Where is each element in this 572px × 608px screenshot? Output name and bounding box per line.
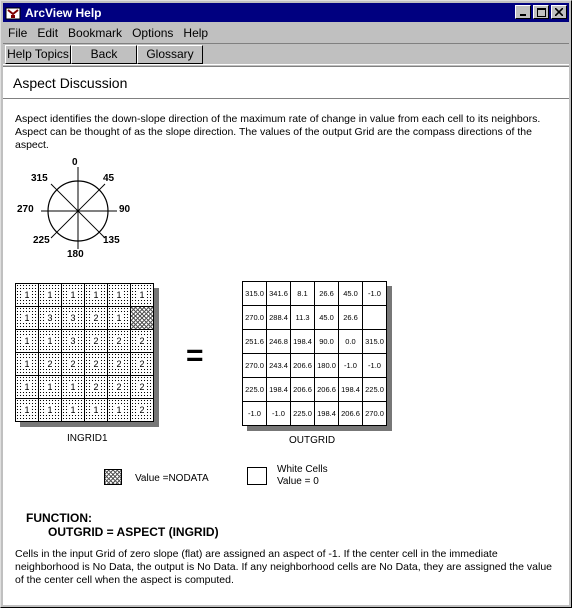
outgrid-grid <box>242 281 392 431</box>
ingrid-cell-value: 2 <box>93 336 99 346</box>
ingrid-cell <box>61 398 85 422</box>
menu-bar <box>3 23 569 42</box>
ingrid-cell <box>61 306 85 330</box>
ingrid-cell <box>38 352 62 376</box>
ingrid-cell <box>84 398 108 422</box>
outgrid-cell: 270.0 <box>362 401 387 426</box>
ingrid-cell-value: 3 <box>70 313 76 323</box>
ingrid-cell-value: 1 <box>24 359 30 369</box>
outgrid-cell: 341.6 <box>266 281 291 306</box>
equals-sign: = <box>186 339 204 372</box>
ingrid-cell-value: 1 <box>24 405 30 415</box>
ingrid-cell <box>61 375 85 399</box>
outgrid-cell: 198.4 <box>314 401 339 426</box>
outgrid-cell: 206.6 <box>338 401 363 426</box>
ingrid-cell <box>15 375 39 399</box>
compass-label-135: 135 <box>103 235 120 246</box>
ingrid-cell-value: 2 <box>93 313 99 323</box>
menu-edit[interactable]: Edit <box>37 25 59 40</box>
menu-file[interactable]: File <box>8 25 28 40</box>
ingrid-cell-value: 1 <box>139 290 145 300</box>
menu-bookmark[interactable]: Bookmark <box>68 25 123 40</box>
ingrid-cell <box>61 329 85 353</box>
maximize-button[interactable] <box>533 5 549 19</box>
outgrid-cell: 225.0 <box>290 401 315 426</box>
nodata-legend-swatch <box>104 469 122 485</box>
ingrid-cell <box>38 306 62 330</box>
ingrid-cell <box>38 375 62 399</box>
ingrid-cell <box>130 352 154 376</box>
help-topics-button[interactable]: Help Topics <box>5 45 71 64</box>
ingrid-cell-value: 2 <box>93 382 99 392</box>
ingrid-cell-value: 1 <box>116 313 122 323</box>
window-title: ArcView Help <box>25 5 102 20</box>
ingrid-cell-value: 1 <box>116 405 122 415</box>
outgrid-cell: -1.0 <box>362 353 387 378</box>
close-icon <box>555 8 563 16</box>
outgrid-cell: 243.4 <box>266 353 291 378</box>
ingrid-cell <box>38 329 62 353</box>
close-button[interactable] <box>551 5 567 19</box>
ingrid-cell <box>61 283 85 307</box>
function-heading: FUNCTION: <box>26 511 92 525</box>
ingrid-cell <box>130 329 154 353</box>
ingrid-cell-value: 2 <box>139 405 145 415</box>
compass-label-270: 270 <box>17 204 34 215</box>
glossary-button[interactable]: Glossary <box>137 45 203 64</box>
ingrid-cell <box>15 352 39 376</box>
ingrid-cell-value: 1 <box>47 382 53 392</box>
ingrid-cell-value: 1 <box>93 290 99 300</box>
outgrid-cell: 251.6 <box>242 329 267 354</box>
ingrid-cell <box>130 398 154 422</box>
outgrid-label: OUTGRID <box>289 435 336 446</box>
ingrid-cell <box>107 329 131 353</box>
ingrid-cell-value: 1 <box>116 290 122 300</box>
compass-label-90: 90 <box>119 204 131 215</box>
ingrid-cell-value: 3 <box>70 336 76 346</box>
ingrid-cell-value: 2 <box>70 359 76 369</box>
ingrid-cell <box>84 352 108 376</box>
back-button[interactable]: Back <box>71 45 137 64</box>
compass-label-45: 45 <box>103 173 115 184</box>
ingrid-cell-value: 2 <box>139 359 145 369</box>
menu-options[interactable]: Options <box>132 25 174 40</box>
white-cells-legend-label: White Cells <box>277 464 328 475</box>
ingrid-cell-value: 2 <box>116 359 122 369</box>
ingrid-cell <box>107 306 131 330</box>
ingrid-cell-value: 2 <box>116 336 122 346</box>
nodata-legend-label: Value =NODATA <box>135 473 209 484</box>
outgrid-cell: 26.6 <box>338 305 363 330</box>
compass-label-0: 0 <box>72 157 78 168</box>
ingrid-cell <box>15 306 39 330</box>
ingrid-cell-value: 1 <box>24 336 30 346</box>
compass-label-180: 180 <box>67 249 84 260</box>
white-cells-legend-swatch <box>247 467 267 485</box>
outgrid-cell: 288.4 <box>266 305 291 330</box>
ingrid-cell <box>15 283 39 307</box>
ingrid-cell <box>130 283 154 307</box>
outgrid-cell: 8.1 <box>290 281 315 306</box>
ingrid-cell-value: 2 <box>139 382 145 392</box>
ingrid-cell <box>107 283 131 307</box>
outgrid-cell: 198.4 <box>338 377 363 402</box>
ingrid-cell-value: 1 <box>24 290 30 300</box>
outgrid-cell: 0.0 <box>338 329 363 354</box>
ingrid-cell-value: 2 <box>47 359 53 369</box>
function-expression: OUTGRID = ASPECT (INGRID) <box>48 525 219 539</box>
ingrid-cell <box>84 283 108 307</box>
outgrid-cell: -1.0 <box>362 281 387 306</box>
outgrid-cell: 246.8 <box>266 329 291 354</box>
ingrid-cell-value: 1 <box>47 405 53 415</box>
outgrid-cell: -1.0 <box>242 401 267 426</box>
ingrid-cell <box>107 352 131 376</box>
ingrid-cell-value: 2 <box>93 359 99 369</box>
outgrid-cell: 45.0 <box>314 305 339 330</box>
minimize-icon <box>519 8 527 16</box>
ingrid-cell-value: 1 <box>70 405 76 415</box>
outgrid-cell: 198.4 <box>290 329 315 354</box>
ingrid-cell-value: 1 <box>47 290 53 300</box>
ingrid-cell-value: 1 <box>24 313 30 323</box>
ingrid-cell <box>84 306 108 330</box>
ingrid-cell <box>107 375 131 399</box>
footer-paragraph: Cells in the input Grid of zero slope (flat) are assigned an aspect of -1. If the center cell in the immediate neighborhood is No Data, the output is No Data. If any neighborhood cells are No Data, they are assigned the value of the center cell when the aspect is computed. <box>15 548 553 586</box>
help-toolbar <box>3 43 569 65</box>
outgrid-cell: 225.0 <box>362 377 387 402</box>
menu-help[interactable]: Help <box>183 25 209 40</box>
ingrid-cell <box>84 329 108 353</box>
outgrid-cell: -1.0 <box>266 401 291 426</box>
outgrid-cell: 315.0 <box>362 329 387 354</box>
maximize-icon <box>537 8 546 17</box>
topic-title: Aspect Discussion <box>13 74 128 91</box>
ingrid-cell <box>15 329 39 353</box>
ingrid-cell <box>38 398 62 422</box>
outgrid-nodata-cell <box>362 305 387 330</box>
ingrid-cell-value: 1 <box>70 382 76 392</box>
title-bar <box>3 3 569 22</box>
compass-label-315: 315 <box>31 173 48 184</box>
ingrid-cell-value: 2 <box>139 336 145 346</box>
outgrid-cell: 90.0 <box>314 329 339 354</box>
outgrid-cell: 45.0 <box>338 281 363 306</box>
ingrid-cell <box>15 398 39 422</box>
topic-header <box>3 67 569 99</box>
ingrid-label: INGRID1 <box>67 433 108 444</box>
ingrid-nodata-cell <box>130 306 154 330</box>
ingrid-cell-value: 1 <box>93 405 99 415</box>
ingrid-cell-value: 2 <box>116 382 122 392</box>
topic-content <box>3 66 569 605</box>
outgrid-cell: -1.0 <box>338 353 363 378</box>
outgrid-cell: 26.6 <box>314 281 339 306</box>
ingrid-grid <box>15 283 163 431</box>
ingrid-cell-value: 1 <box>24 382 30 392</box>
outgrid-cell: 315.0 <box>242 281 267 306</box>
ingrid-cell-value: 1 <box>47 336 53 346</box>
help-book-icon <box>5 5 21 21</box>
ingrid-cell <box>38 283 62 307</box>
outgrid-cell: 198.4 <box>266 377 291 402</box>
compass-label-225: 225 <box>33 235 50 246</box>
outgrid-cell: 225.0 <box>242 377 267 402</box>
ingrid-cell <box>84 375 108 399</box>
ingrid-cell <box>130 375 154 399</box>
ingrid-cell-value: 3 <box>47 313 53 323</box>
white-cells-legend-value: Value = 0 <box>277 476 319 487</box>
ingrid-cell <box>107 398 131 422</box>
ingrid-cell <box>61 352 85 376</box>
outgrid-cell: 270.0 <box>242 353 267 378</box>
outgrid-cell: 11.3 <box>290 305 315 330</box>
outgrid-cell: 206.6 <box>290 377 315 402</box>
outgrid-cell: 180.0 <box>314 353 339 378</box>
ingrid-cell-value: 1 <box>70 290 76 300</box>
minimize-button[interactable] <box>515 5 531 19</box>
outgrid-cell: 206.6 <box>290 353 315 378</box>
intro-paragraph: Aspect identifies the down-slope direction of the maximum rate of change in value from each cell to its neighbors. Aspect can be thought of as the slope direction. The values of the output Grid are the compass directions of the aspect. <box>15 113 541 151</box>
outgrid-cell: 206.6 <box>314 377 339 402</box>
outgrid-cell: 270.0 <box>242 305 267 330</box>
